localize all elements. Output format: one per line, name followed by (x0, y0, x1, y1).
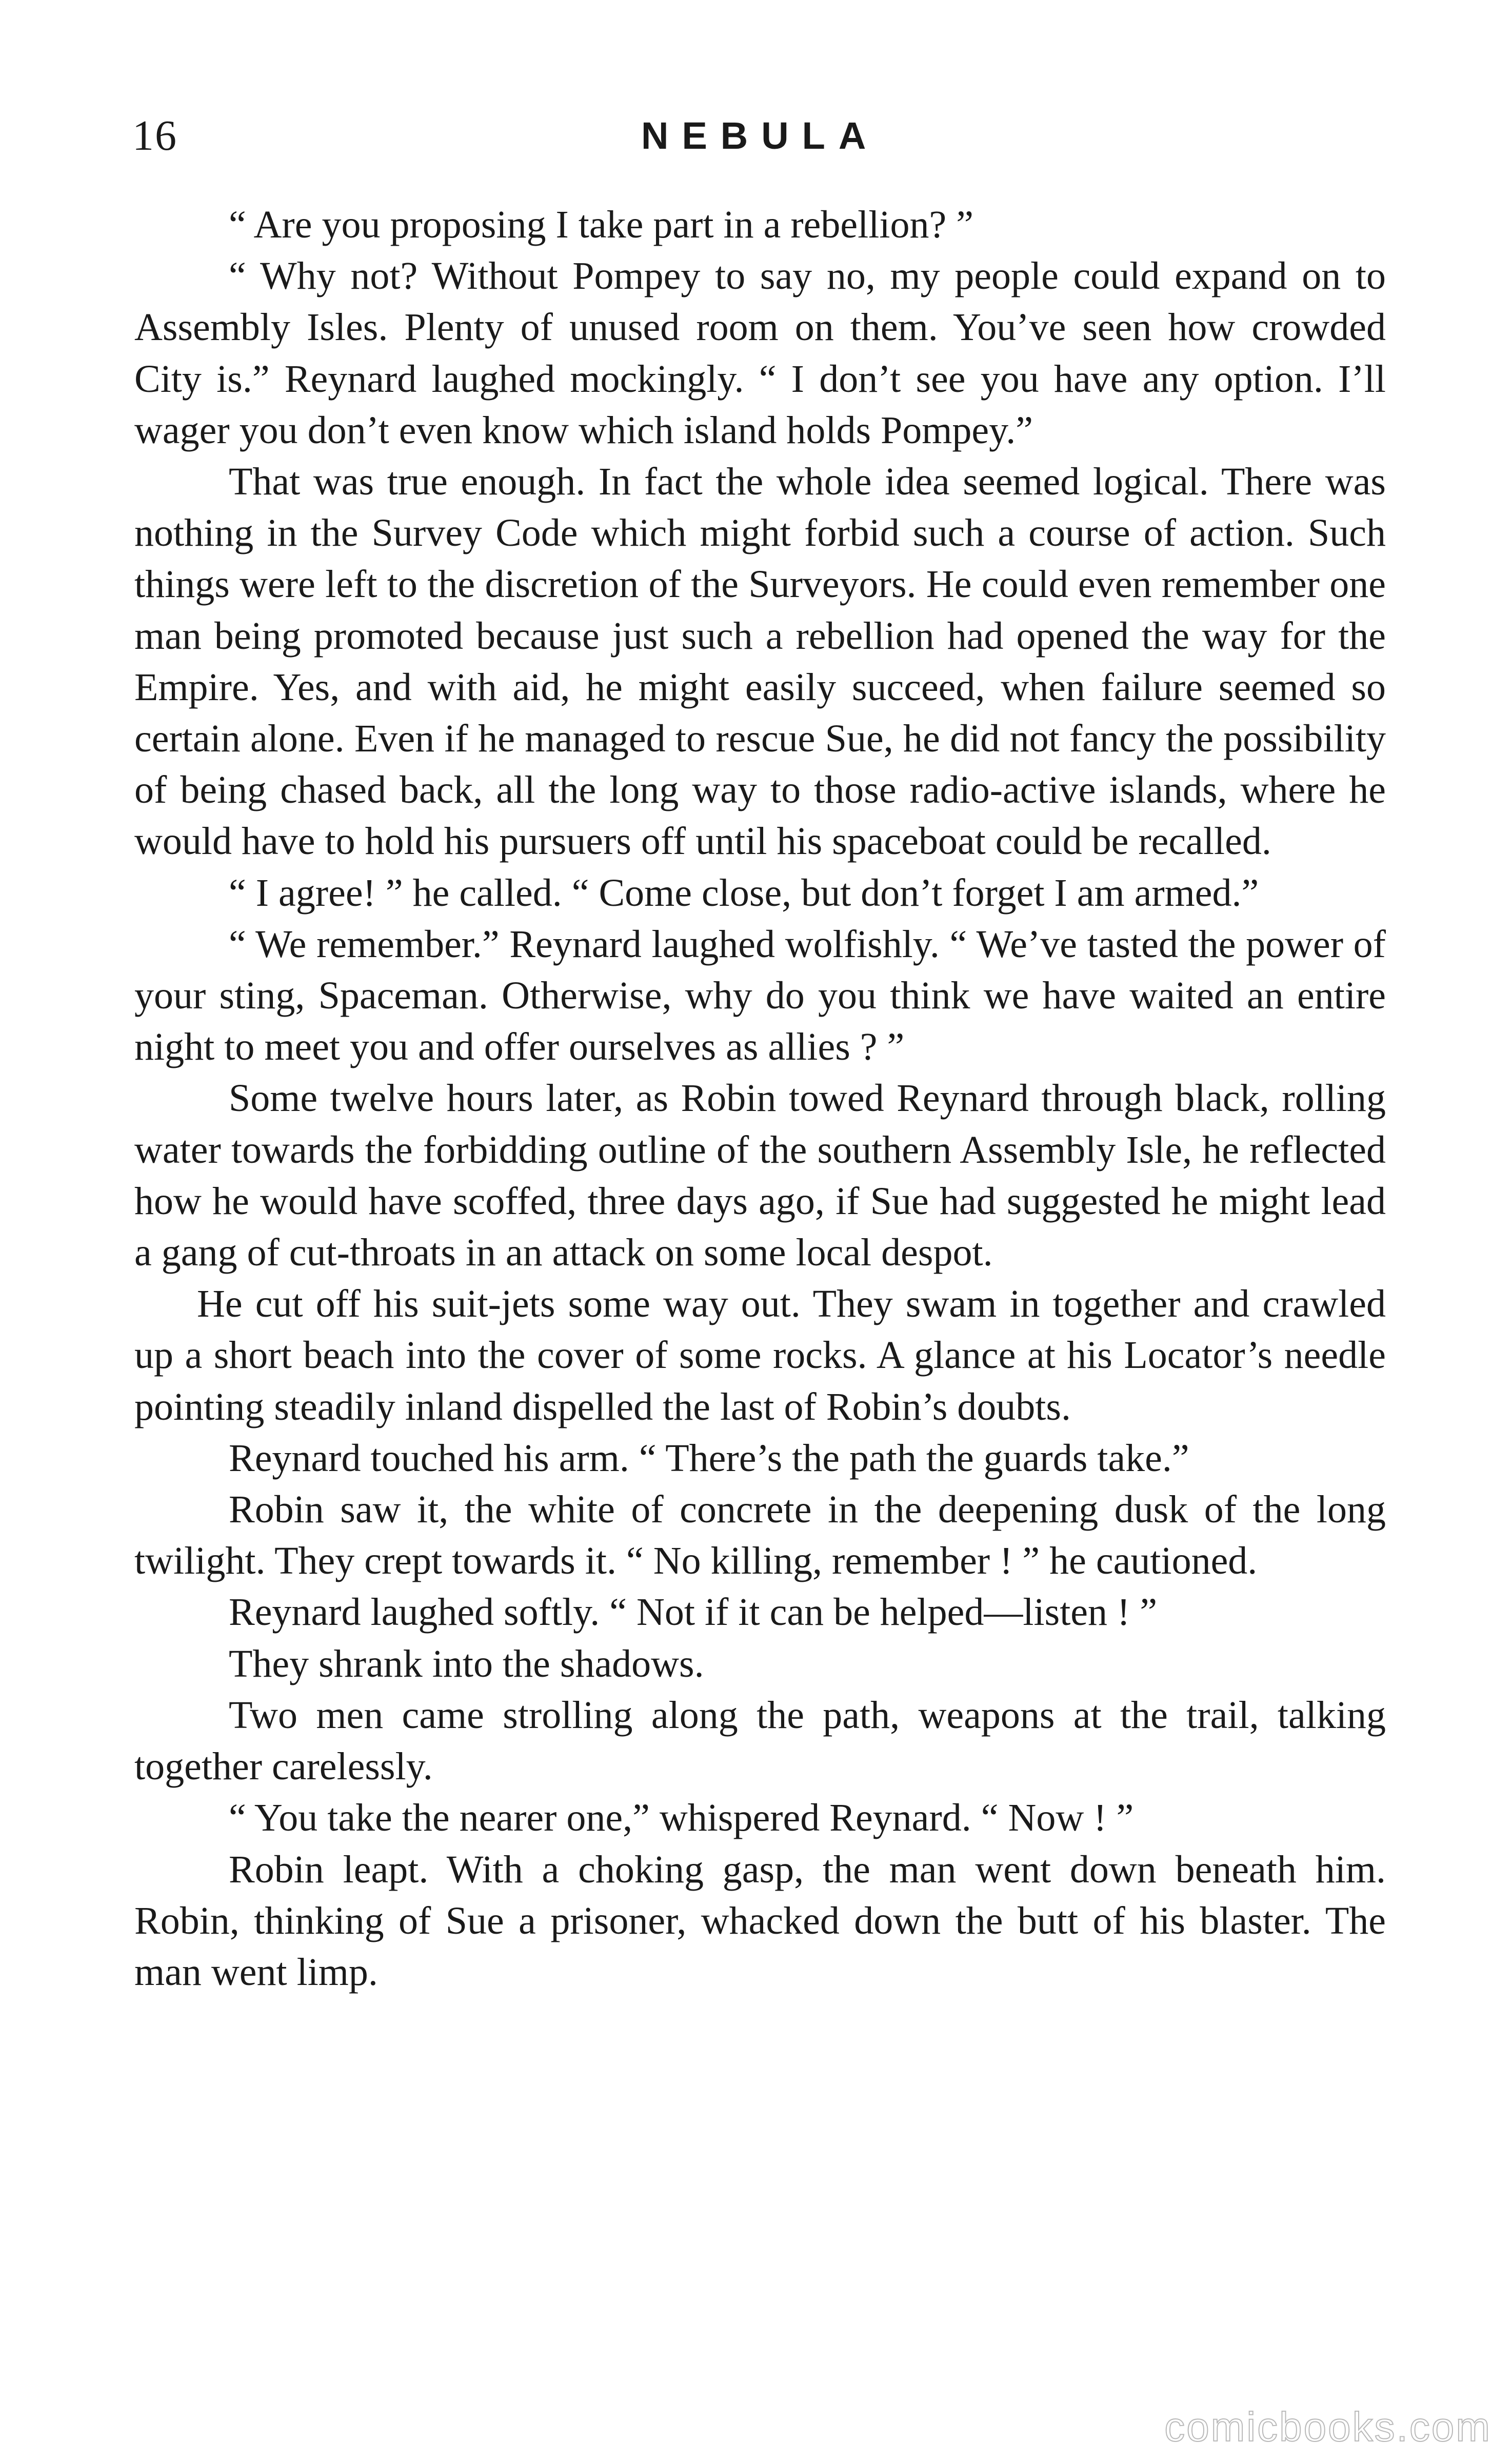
paragraph: Two men came strolling along the path, weapons at the trail, talking together carelessly. (134, 1693, 1386, 1789)
watermark: comicbooks.com (1164, 2404, 1491, 2450)
paragraph: That was true enough. In fact the whole idea seemed logical. There was nothing in the Survey Code which might forbid such a course of action. Such things were left to the discretion of the Surveyors. He could even remember one man being promoted because just such a rebellion had opened the way for the Empire. Yes, and with aid, he might easily succeed, when failure seemed so certain alone. Even if he managed to rescue Sue, he did not fancy the possibility of being chased back, all the long way to those radio-active islands, where he would have to hold his pursuers off until his spaceboat could be recalled. (134, 460, 1386, 863)
paragraph: “ I agree! ” he called. “ Come close, but don’t forget I am armed.” (229, 871, 1259, 915)
paragraph: Reynard touched his arm. “ There’s the path the guards take.” (229, 1436, 1189, 1480)
paragraph: They shrank into the shadows. (229, 1642, 704, 1685)
running-title: NEBULA (641, 114, 880, 157)
paragraph: “ Are you proposing I take part in a rebellion? ” (229, 203, 973, 246)
paragraph: Robin leapt. With a choking gasp, the man went down beneath him. Robin, thinking of Sue a prisoner, whacked down the butt of his blaster. The man went limp. (134, 1848, 1386, 1994)
story-text (134, 199, 1386, 1998)
paragraph: Reynard laughed softly. “ Not if it can be helped—listen ! ” (229, 1591, 1158, 1634)
page-number: 16 (132, 112, 177, 160)
paragraph: He cut off his suit-jets some way out. They swam in together and crawled up a short beach into the cover of some rocks. A glance at his Locator’s needle pointing steadily inland dispelled the last of Robin’s doubts. (134, 1282, 1386, 1428)
paragraph: Some twelve hours later, as Robin towed Reynard through black, rolling water towards the forbidding outline of the southern Assembly Isle, he reflected how he would have scoffed, three days ago, if Sue had suggested he might lead a gang of cut-throats in an attack on some local despot. (134, 1077, 1386, 1275)
paragraph: “ Why not? Without Pompey to say no, my people could expand on to Assembly Isles. Plenty of unused room on them. You’ve seen how crowded City is.” Reynard laughed mockingly. “ I don’t see you have any option. I’ll wager you don’t even know which island holds Pompey.” (134, 254, 1386, 452)
paragraph: “ You take the nearer one,” whispered Reynard. “ Now ! ” (229, 1796, 1134, 1840)
page-header (0, 103, 1512, 169)
paragraph: “ We remember.” Reynard laughed wolfishly. “ We’ve tasted the power of your sting, Spaceman. Otherwise, why do you think we have waited an entire night to meet you and offer ourselves as allies ? ” (134, 922, 1386, 1069)
paragraph: Robin saw it, the white of concrete in the deepening dusk of the long twilight. They crept towards it. “ No killing, remember ! ” he cautioned. (134, 1488, 1386, 1583)
